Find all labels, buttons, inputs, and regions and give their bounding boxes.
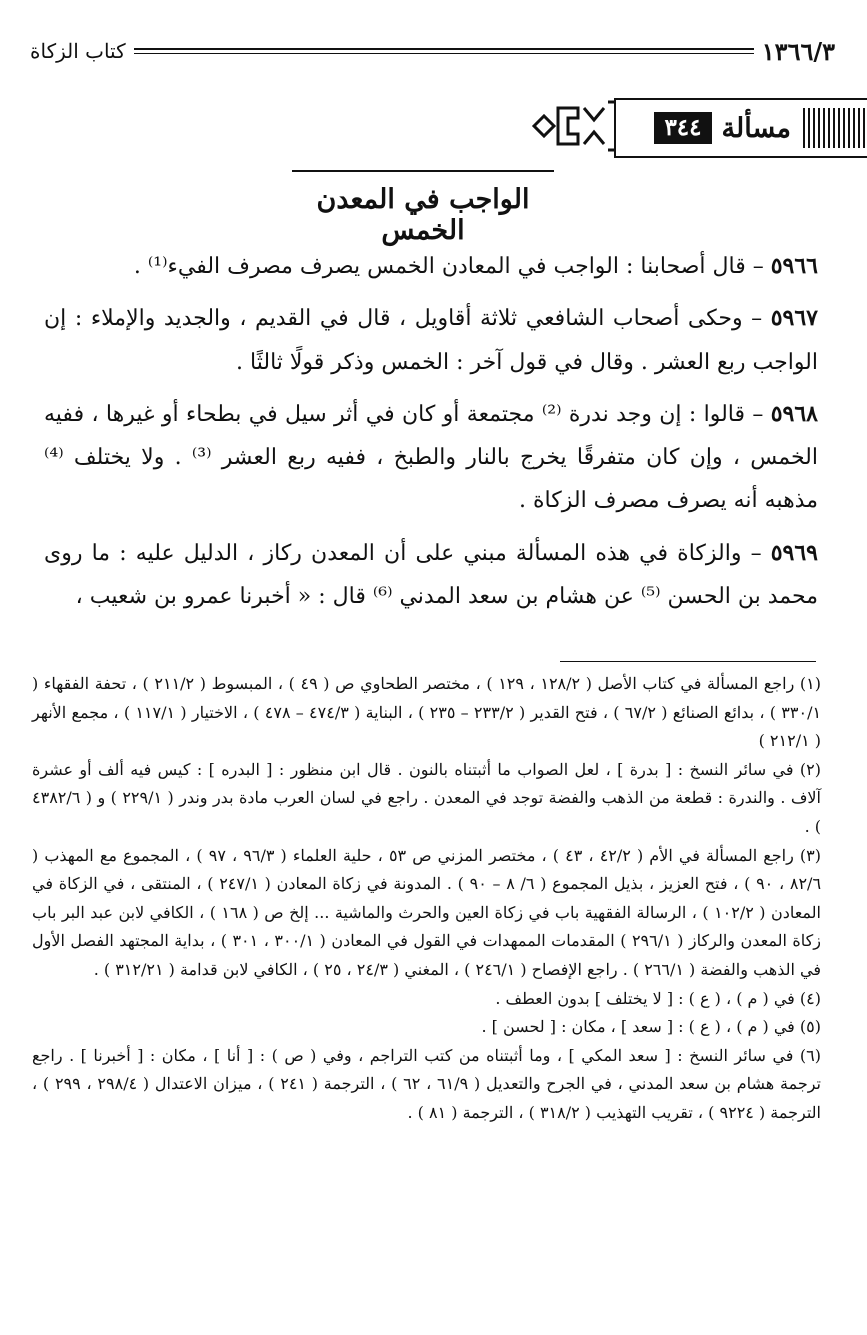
masala-number: ٣٤٤ [654,112,711,144]
footnote-rule [560,661,816,662]
masala-label: مسألة [721,112,791,144]
footnote: (٦) في سائر النسخ : [ سعد المكي ] ، وما أثبتناه من كتب التراجم ، وفي ( ص ) : [ أنا ] ، مكان : [ أخبرنا ] . راجع ترجمة هشام بن سعد المدني ، في الجرح والتعديل ( ٦١/٩ ، ٦٢ ) ، الترجمة ( ٢٤١ ) ، ميزان الاعتدال ( ٢٩٨/٤ ، ٢٩٩ ) ، الترجمة ( ٩٢٢٤ ) ، تقريب التهذيب ( ٣١٨/٢ ) ، الترجمة ( ٨١ ) . [32,1045,821,1122]
footnote: (٤) في ( م ) ، ( ع ) : [ لا يختلف ] بدون العطف . [495,988,821,1008]
paragraph [44,297,818,384]
paragraph [44,393,818,523]
paragraph-number: ٥٩٦٩ [770,539,818,566]
paragraph-text: – وحكى أصحاب الشافعي ثلاثة أقاويل ، قال في القديم ، والجديد والإملاء : إن الواجب ربع العشر . وقال في قول آخر : الخمس وذكر قولًا ثالثًا . [44,306,818,375]
body-text [44,245,818,627]
hatch-pattern [803,108,865,148]
page-number: ١٣٦٦/٣ [761,36,835,66]
chapter-heading: الواجب في المعدن الخمس [292,170,554,246]
masala-banner [528,94,867,158]
book-title: كتاب الزكاة [30,39,126,63]
footnote: (٥) في ( م ) ، ( ع ) : [ سعد ] ، مكان : [ لحسن ] . [481,1017,821,1037]
running-header [30,34,835,68]
footnote: (١) راجع المسألة في كتاب الأصل ( ١٢٨/٢ ، ١٢٩ ) ، مختصر الطحاوي ص ( ٤٩ ) ، المبسوط ( ٢١١/٢ ) ، تحفة الفقهاء ( ٣٣٠/١ ) ، بدائع الصنائع ( ٦٧/٢ ) ، فتح القدير ( ٢٣٣/٢ – ٢٣٥ ) ، البناية ( ٤٧٤/٣ – ٤٧٨ ) ، الاختيار ( ١١٧/١ ) ، مجمع الأنهر ( ٢١٢/١ ) [32,674,822,751]
footnote: (٣) راجع المسألة في الأم ( ٤٢/٢ ، ٤٣ ) ، مختصر المزني ص ٥٣ ، حلية العلماء ( ٩٦/٣ ، ٩٧ ) ، المجموع مع المهذب ( ٨٢/٦ ، ٩٠ ) ، فتح العزيز ، بذيل المجموع ( ٦/ ٨ – ٩٠ ) . المدونة في زكاة المعادن ( ٢٤٧/١ ) ، المنتقى ، في الزكاة في المعادن ( ١٠٢/٢ ) ، الرسالة الفقهية باب في زكاة العين والحرث والماشية ... إلخ ص ( ١٦٨ ) ، الكافي لابن عبد البر باب زكاة المعدن والركاز ( ٢٩٦/١ ) المقدمات الممهدات في القول في المعادن ( ٣٠٠/١ ، ٣٠١ ) ، بداية المجتهد الفصل الأول في الذهب والفضة ( ٢٦٦/١ ) . راجع الإفصاح ( ٢٤٦/١ ) ، المغني ( ٢٤/٣ ، ٢٥ ) ، الكافي لابن قدامة ( ٣١٢/٢١ ) . [32,845,822,979]
paragraph [44,532,818,619]
paragraph-text: – والزكاة في هذه المسألة مبني على أن المعدن ركاز ، الدليل عليه : ما روى محمد بن الحسن ⁽⁵⁾ عن هشام بن سعد المدني ⁽⁶⁾ قال : « أخبرنا عمرو بن شعيب ، [44,540,818,610]
paragraph [44,245,818,288]
paragraph-text: – قال أصحابنا : الواجب في المعادن الخمس يصرف مصرف الفيء⁽¹⁾ . [133,254,771,279]
paragraph-number: ٥٩٦٦ [770,253,818,279]
footnote: (٢) في سائر النسخ : [ بدرة ] ، لعل الصواب ما أثبتناه بالنون . قال ابن منظور : [ البدره ] : كيس فيه ألف أو عشرة آلاف . والندرة : قطعة من الذهب والفضة توجد في المعدن . راجع في لسان العرب مادة بدر وندر ( ٢٢٩/١ ) و ( ٤٣٨٢/٦ ) . [32,759,821,836]
ornament-icon [528,94,628,158]
footnotes [32,670,821,1128]
header-rule [134,48,754,54]
paragraph-number: ٥٩٦٧ [770,305,818,332]
paragraph-text: – قالوا : إن وجد ندرة ⁽²⁾ مجتمعة أو كان في أثر سيل في بطحاء أو غيرها ، ففيه الخمس ، وإن كان متفرقًا يخرج بالنار والطبخ ، ففيه ربع العشر ⁽³⁾ . ولا يختلف ⁽⁴⁾ مذهبه أنه يصرف مصرف الزكاة . [44,401,818,514]
masala-box [614,98,867,158]
paragraph-number: ٥٩٦٨ [770,400,818,427]
